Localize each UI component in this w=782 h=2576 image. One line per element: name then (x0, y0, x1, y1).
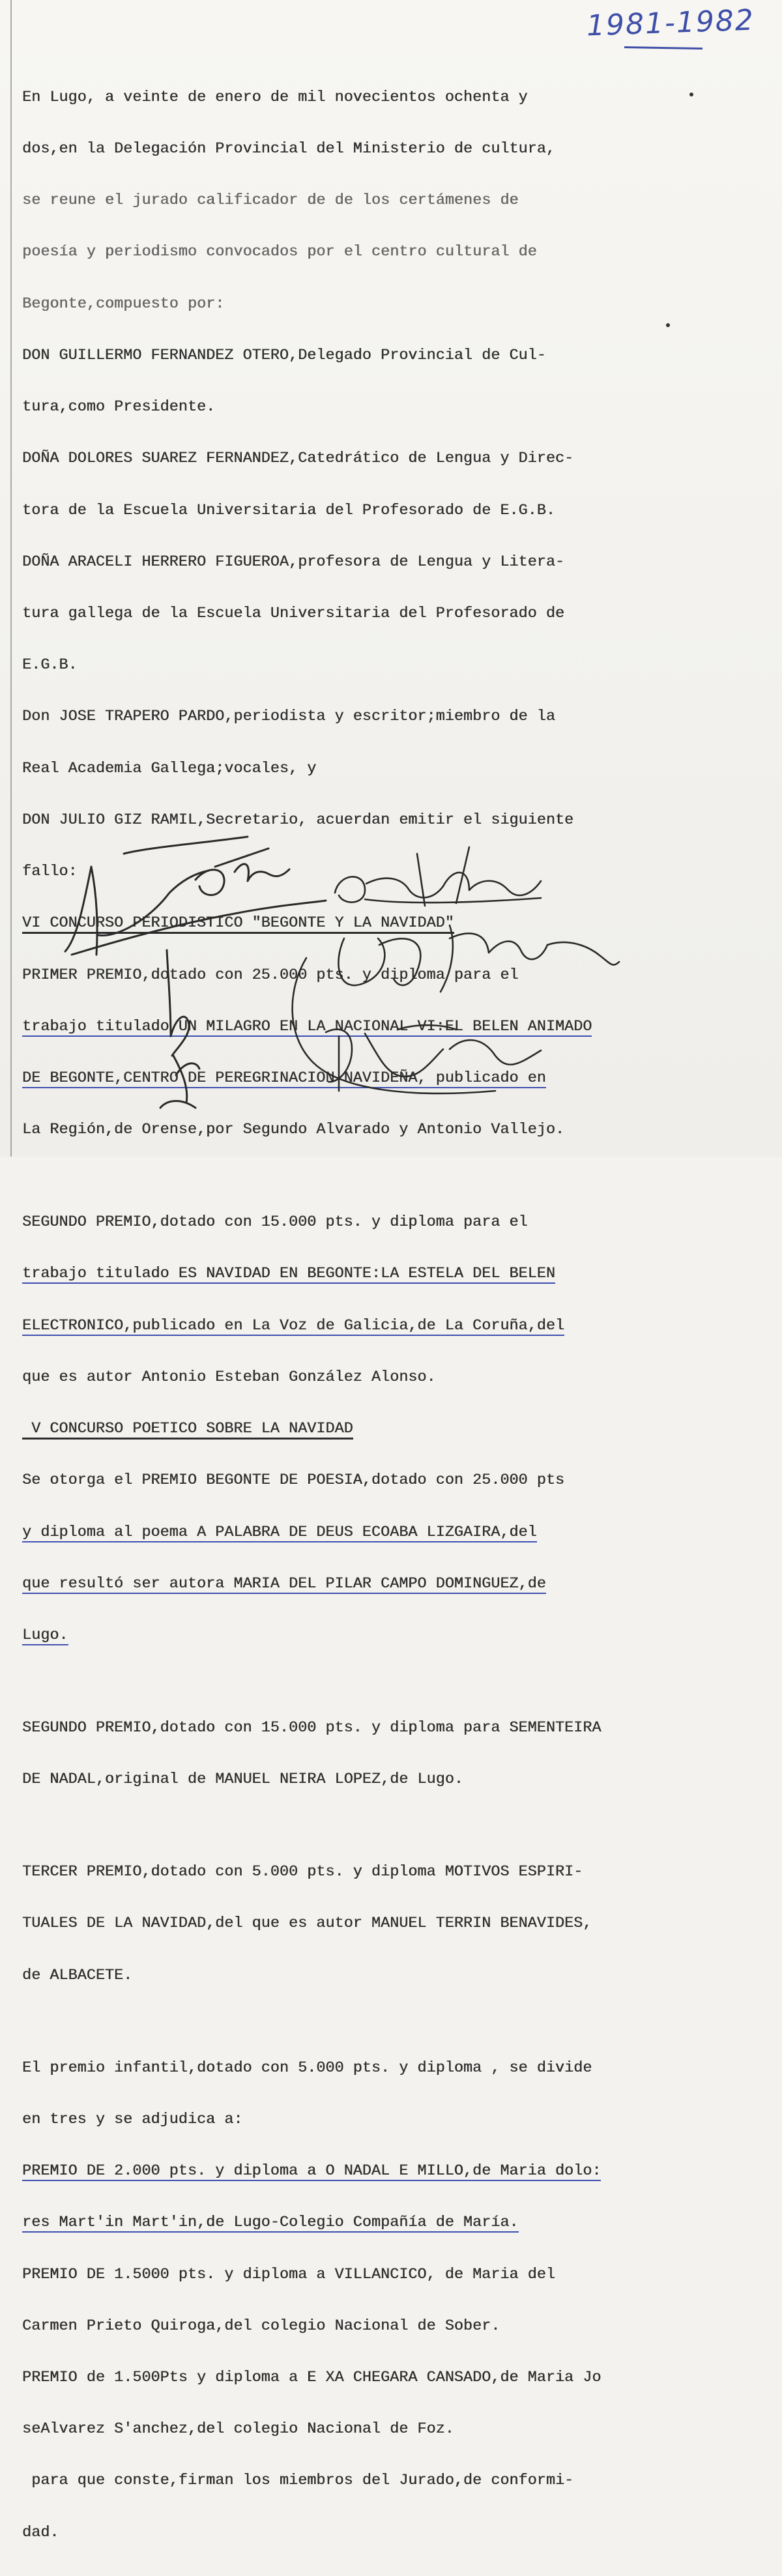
text-line: PREMIO de 1.500Pts y diploma a E XA CHEGARA CANSADO,de Maria Jo (22, 2369, 601, 2387)
text-line: que es autor Antonio Esteban González Alonso. (22, 1368, 436, 1386)
handwritten-year-note: 1981-1982 (586, 3, 755, 43)
jury-minutes-text (22, 55, 680, 2576)
text-line-underlined: ELECTRONICO,publicado en La Voz de Galicia,de La Coruña,del (22, 1316, 565, 1335)
text-line: E.G.B. (22, 656, 78, 674)
signature-president (65, 837, 326, 955)
text-line: TERCER PREMIO,dotado con 5.000 pts. y diploma MOTIVOS ESPIRI- (22, 1863, 583, 1881)
text-line: En Lugo, a veinte de enero de mil novecientos ochenta y (22, 88, 528, 106)
text-line-underlined: res Mart'in Mart'in,de Lugo-Colegio Compañía de María. (22, 2214, 519, 2232)
text-line: dos,en la Delegación Provincial del Ministerio de cultura, (22, 140, 555, 158)
signature-area (0, 841, 782, 1157)
text-line: seAlvarez S'anchez,del colegio Nacional de Foz. (22, 2420, 454, 2439)
section-heading-poetry-contest: V CONCURSO POETICO SOBRE LA NAVIDAD (22, 1420, 353, 1440)
text-line: DOÑA DOLORES SUAREZ FERNANDEZ,Catedrático de Lengua y Direc- (22, 450, 574, 468)
text-line: La Región,de Orense,por Segundo Alvarado y Antonio Vallejo. (22, 1121, 565, 1139)
text-line: SEGUNDO PREMIO,dotado con 15.000 pts. y diploma para el (22, 1213, 528, 1232)
text-line-underlined: Lugo. (22, 1626, 68, 1644)
text-line: tora de la Escuela Universitaria del Profesorado de E.G.B. (22, 501, 555, 519)
text-line: DE NADAL,original de MANUEL NEIRA LOPEZ,de Lugo. (22, 1771, 463, 1789)
text-line: tura gallega de la Escuela Universitaria del Profesorado de (22, 605, 565, 622)
text-line: DOÑA ARACELI HERRERO FIGUEROA,profesora de Lengua y Litera- (22, 553, 565, 571)
text-line: Begonte,compuesto por: (22, 295, 225, 313)
text-line-underlined: que resultó ser autora MARIA DEL PILAR CAMPO DOMINGUEZ,de (22, 1574, 546, 1593)
text-line-underlined: y diploma al poema A PALABRA DE DEUS ECOABA LIZGAIRA,del (22, 1523, 537, 1541)
text-line: Don JOSE TRAPERO PARDO,periodista y escritor;miembro de la (22, 708, 555, 726)
text-line: se reune el jurado calificador de de los certámenes de (22, 192, 519, 210)
text-line: de ALBACETE. (22, 1966, 133, 1984)
ink-speck (689, 93, 693, 96)
text-line: SEGUNDO PREMIO,dotado con 15.000 pts. y diploma para SEMENTEIRA (22, 1719, 601, 1737)
text-line: TUALES DE LA NAVIDAD,del que es autor MANUEL TERRIN BENAVIDES, (22, 1915, 592, 1933)
year-note-underline (624, 46, 702, 50)
text-line: DON GUILLERMO FERNANDEZ OTERO,Delegado Provincial de Cul- (22, 346, 546, 364)
text-line: DON JULIO GIZ RAMIL,Secretario, acuerdan emitir el siguiente (22, 811, 574, 829)
text-line: fallo: (22, 863, 78, 881)
text-line: tura,como Presidente. (22, 398, 216, 416)
text-line: PREMIO DE 1.5000 pts. y diploma a VILLANCICO, de Maria del (22, 2265, 555, 2283)
text-line: poesía y periodismo convocados por el centro cultural de (22, 243, 537, 261)
text-line: para que conste,firman los miembros del Jurado,de conformi- (22, 2472, 574, 2490)
text-line-underlined: trabajo titulado ES NAVIDAD EN BEGONTE:LA ESTELA DEL BELEN (22, 1265, 555, 1283)
text-line-underlined: PREMIO DE 2.000 pts. y diploma a O NADAL E MILLO,de Maria dolo: (22, 2162, 601, 2180)
signature-secretary (160, 950, 199, 1108)
text-line: El premio infantil,dotado con 5.000 pts. y diploma , se divide (22, 2059, 592, 2077)
text-line: dad. (22, 2523, 59, 2541)
text-line: PRIMER PREMIO,dotado con 25.000 pts. y diploma para el (22, 966, 519, 984)
text-line: Carmen Prieto Quiroga,del colegio Nacional de Sober. (22, 2317, 500, 2335)
text-line: Se otorga el PREMIO BEGONTE DE POESIA,dotado con 25.000 pts (22, 1471, 565, 1490)
text-line-underlined: DE BEGONTE,CENTRO DE PEREGRINACION NAVIDEÑA, publicado en (22, 1069, 546, 1087)
section-heading-journalism-contest: VI CONCURSO PERIODISTICO "BEGONTE Y LA NAVIDAD" (22, 914, 454, 934)
text-line: Real Academia Gallega;vocales, y (22, 759, 317, 777)
text-line: en tres y se adjudica a: (22, 2110, 243, 2128)
signature-vocals (293, 847, 619, 1093)
text-line-underlined: trabajo titulado UN MILAGRO EN LA NACIONAL VI:EL BELEN ANIMADO (22, 1017, 592, 1035)
